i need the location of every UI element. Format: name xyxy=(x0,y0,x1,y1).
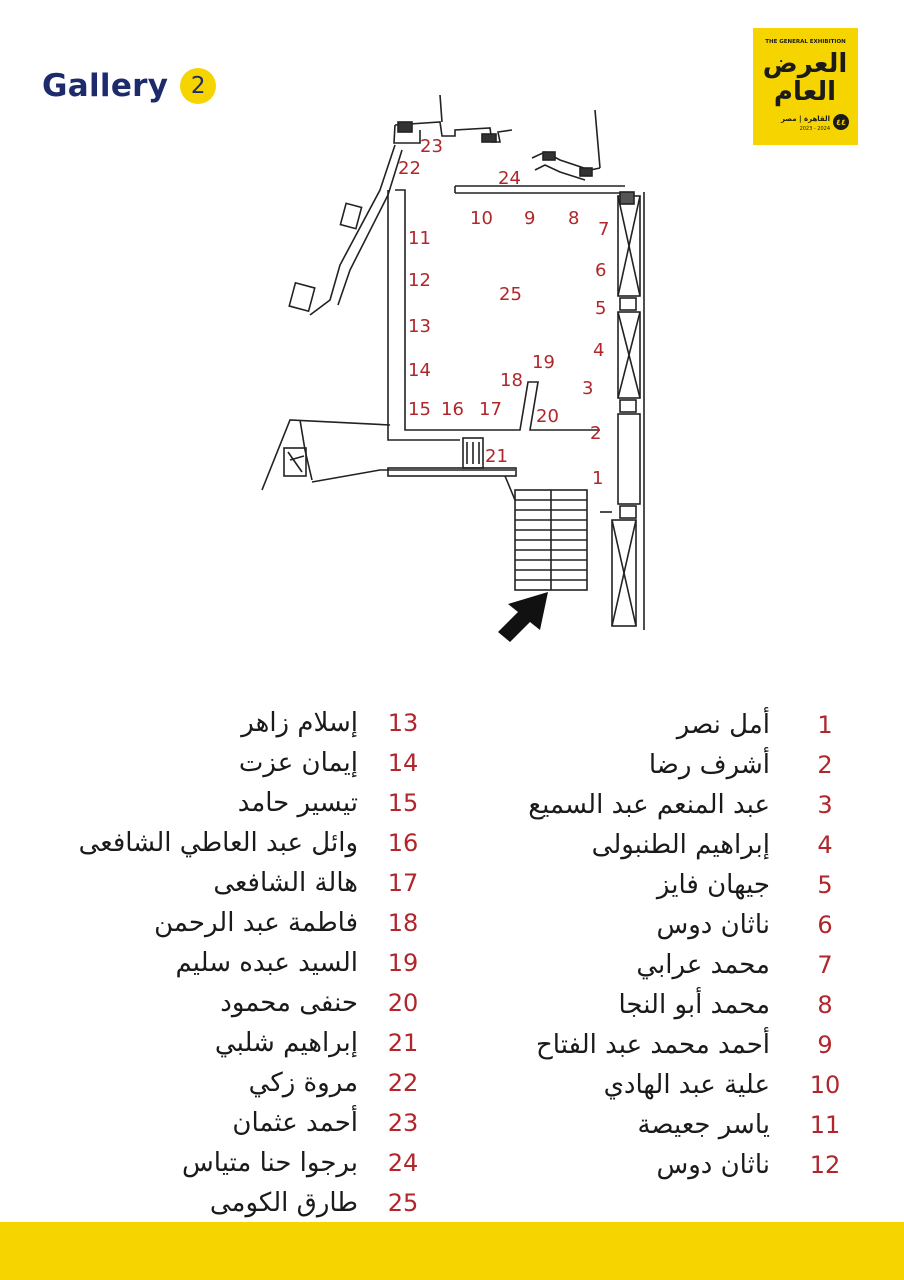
logo-english-text: THE GENERAL EXHIBITION xyxy=(765,39,846,45)
artist-entry xyxy=(20,703,430,743)
map-label: 4 xyxy=(593,340,605,361)
map-label: 14 xyxy=(408,360,431,381)
artist-number: 18 xyxy=(387,909,419,937)
artist-entry xyxy=(20,743,430,783)
artist-entry xyxy=(500,1065,850,1105)
artist-name: برجوا حنا متياس xyxy=(182,1148,358,1178)
artist-number: 4 xyxy=(817,831,833,859)
artist-number: 16 xyxy=(387,829,419,857)
map-label: 17 xyxy=(479,399,502,420)
artist-name: جيهان فايز xyxy=(656,870,770,900)
artist-entry xyxy=(20,823,430,863)
footer-bar xyxy=(0,1222,904,1280)
map-label: 21 xyxy=(485,446,508,467)
map-label: 15 xyxy=(408,399,431,420)
artist-entry xyxy=(20,1103,430,1143)
artist-name: حنفى محمود xyxy=(220,988,358,1018)
artist-name: هالة الشافعى xyxy=(213,868,358,898)
artist-name: السيد عبده سليم xyxy=(175,948,358,978)
map-label: 19 xyxy=(532,352,555,373)
artist-number: 14 xyxy=(387,749,419,777)
artist-entry xyxy=(20,783,430,823)
logo-edition-badge: ٤٤ xyxy=(833,114,849,130)
artist-entry xyxy=(20,863,430,903)
artist-number: 2 xyxy=(817,751,833,779)
artist-entry xyxy=(20,1183,430,1223)
artist-name: عبد المنعم عبد السميع xyxy=(528,790,770,820)
artist-name: أمل نصر xyxy=(676,710,770,740)
artist-entry xyxy=(500,945,850,985)
artist-number: 6 xyxy=(817,911,833,939)
artist-number: 10 xyxy=(809,1071,841,1099)
artist-entry xyxy=(500,825,850,865)
map-label: 7 xyxy=(598,219,610,240)
artist-name: إيمان عزت xyxy=(238,748,358,778)
artist-number: 25 xyxy=(387,1189,419,1217)
artist-number: 17 xyxy=(387,869,419,897)
artist-name: محمد أبو النجا xyxy=(618,990,770,1020)
gallery-title-text: Gallery xyxy=(42,68,169,104)
map-label: 23 xyxy=(420,136,443,157)
artist-number: 5 xyxy=(817,871,833,899)
artist-entry xyxy=(20,1063,430,1103)
artist-entry xyxy=(20,1023,430,1063)
artist-name: تيسير حامد xyxy=(237,788,358,818)
artist-name: فاطمة عبد الرحمن xyxy=(154,908,358,938)
artist-number: 9 xyxy=(817,1031,833,1059)
artist-entry xyxy=(500,705,850,745)
map-label: 13 xyxy=(408,316,431,337)
logo-location: القاهرة | مصر xyxy=(780,115,830,123)
map-label: 9 xyxy=(524,208,536,229)
artist-name: علية عبد الهادي xyxy=(603,1070,770,1100)
map-label: 10 xyxy=(470,208,493,229)
map-label: 24 xyxy=(498,168,521,189)
map-label: 8 xyxy=(568,208,580,229)
artist-entry xyxy=(500,865,850,905)
artist-number: 15 xyxy=(387,789,419,817)
artist-number: 19 xyxy=(387,949,419,977)
artist-name: ناثان دوس xyxy=(656,1150,770,1180)
map-label: 6 xyxy=(595,260,607,281)
artist-number: 12 xyxy=(809,1151,841,1179)
artist-number: 3 xyxy=(817,791,833,819)
artist-name: ياسر جعيصة xyxy=(637,1110,770,1140)
artist-entry xyxy=(500,1145,850,1185)
artist-entry xyxy=(500,785,850,825)
artist-name: أشرف رضا xyxy=(648,750,770,780)
logo-arabic-line1: العرض xyxy=(762,49,848,79)
artist-number: 23 xyxy=(387,1109,419,1137)
artist-entry xyxy=(500,1105,850,1145)
artist-entry xyxy=(500,745,850,785)
map-label: 12 xyxy=(408,270,431,291)
artist-number: 8 xyxy=(817,991,833,1019)
gallery-number-badge: 2 xyxy=(180,68,216,104)
artist-name: ناثان دوس xyxy=(656,910,770,940)
artist-number: 11 xyxy=(809,1111,841,1139)
artist-name: أحمد محمد عبد الفتاح xyxy=(535,1030,770,1060)
map-label: 11 xyxy=(408,228,431,249)
artist-number: 7 xyxy=(817,951,833,979)
artist-list-right xyxy=(500,705,850,1185)
artist-name: طارق الكومى xyxy=(209,1188,358,1218)
artist-number: 13 xyxy=(387,709,419,737)
artist-name: إبراهيم الطنبولى xyxy=(591,830,770,860)
artist-entry xyxy=(500,985,850,1025)
artist-entry xyxy=(20,1143,430,1183)
logo-arabic-line2: العام xyxy=(773,77,837,107)
map-label: 22 xyxy=(398,158,421,179)
artist-list-left xyxy=(20,703,430,1223)
artist-number: 21 xyxy=(387,1029,419,1057)
artist-name: محمد عرابي xyxy=(636,950,770,980)
artist-name: أحمد عثمان xyxy=(232,1108,358,1138)
artist-number: 1 xyxy=(817,711,833,739)
artist-number: 20 xyxy=(387,989,419,1017)
floor-plan-walls xyxy=(262,95,644,630)
map-labels xyxy=(398,136,609,489)
artist-name: إسلام زاهر xyxy=(241,708,358,738)
artist-entry xyxy=(20,983,430,1023)
map-label: 16 xyxy=(441,399,464,420)
artist-entry xyxy=(20,903,430,943)
map-label: 5 xyxy=(595,298,607,319)
artist-name: وائل عبد العاطي الشافعى xyxy=(78,828,358,858)
artist-entry xyxy=(20,943,430,983)
map-label: 1 xyxy=(592,468,604,489)
map-label: 18 xyxy=(500,370,523,391)
entrance-arrow-icon xyxy=(498,592,548,642)
map-label: 3 xyxy=(582,378,594,399)
artist-number: 24 xyxy=(387,1149,419,1177)
artist-entry xyxy=(500,1025,850,1065)
artist-name: مروة زكي xyxy=(248,1068,358,1098)
map-label: 2 xyxy=(590,423,602,444)
logo-years: 2023 - 2024 xyxy=(799,126,830,132)
artist-number: 22 xyxy=(387,1069,419,1097)
artist-entry xyxy=(500,905,850,945)
map-label: 20 xyxy=(536,406,559,427)
artist-name: إبراهيم شلبي xyxy=(214,1028,358,1058)
map-label: 25 xyxy=(499,284,522,305)
